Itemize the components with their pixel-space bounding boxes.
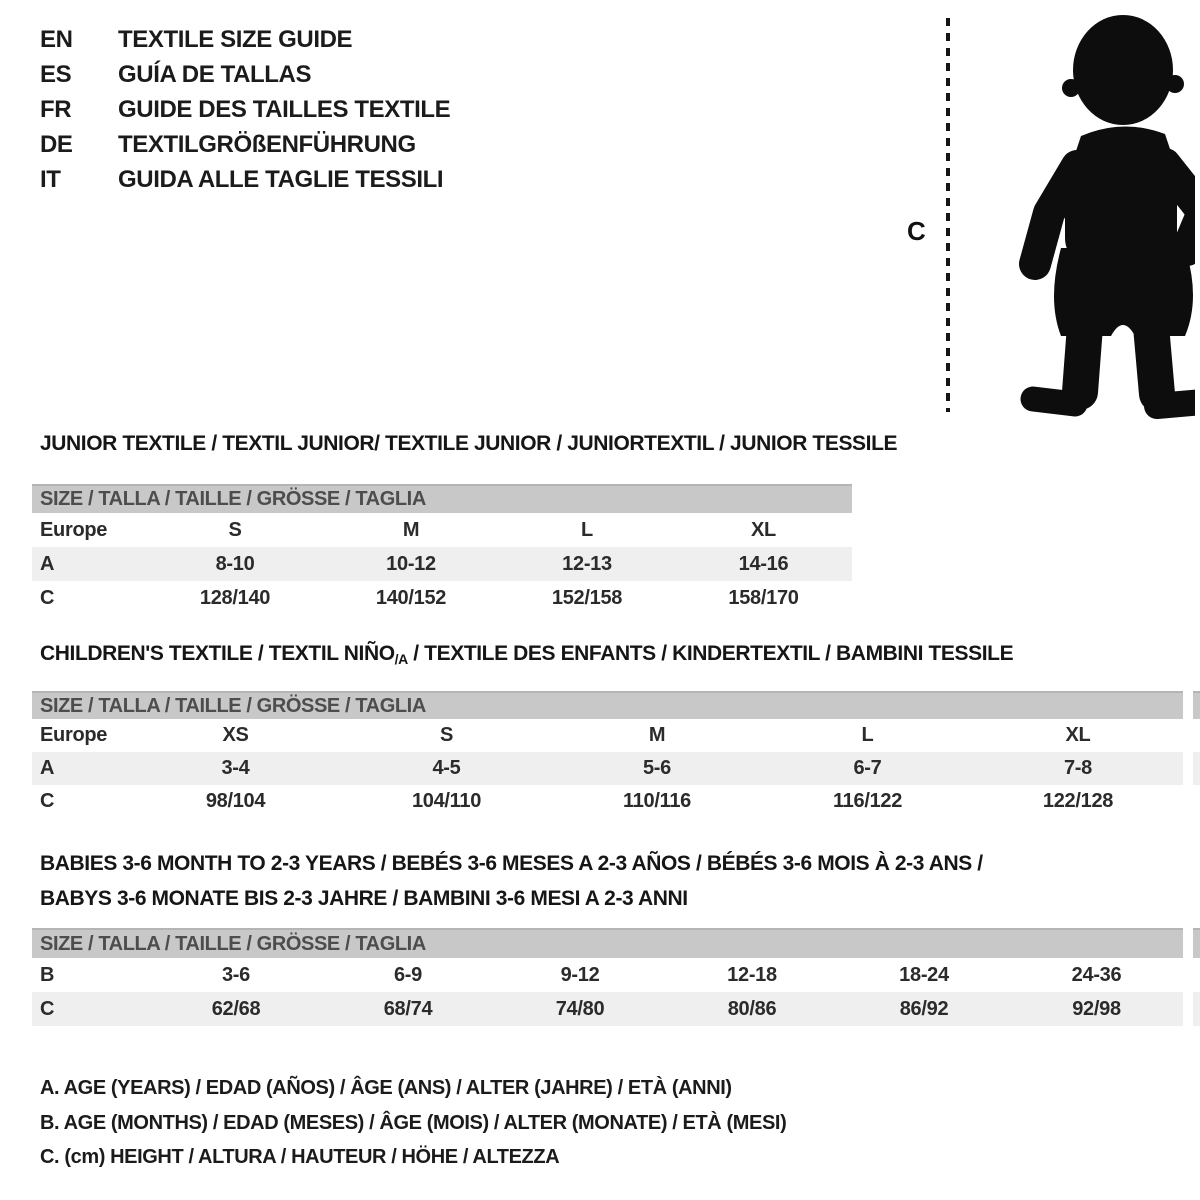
height-cell: 122/128 [1042, 790, 1114, 812]
height-measure-figure [895, 8, 1195, 420]
table-edge-sliver [1193, 992, 1200, 1026]
babies-title-line2: BABYS 3-6 MONATE BIS 2-3 JAHRE / BAMBINI 3-6 MESI A 2-3 ANNI [40, 887, 688, 910]
size-cell: XS [222, 724, 249, 746]
height-cell: 92/98 [1072, 997, 1121, 1020]
age-cell: 7-8 [1063, 757, 1092, 779]
babies-section-title [40, 846, 983, 916]
size-header-bar: SIZE / TALLA / TAILLE / GRÖSSE / TAGLIA [32, 928, 1183, 958]
age-cell: 10-12 [386, 552, 436, 575]
legend-line-c: C. (cm) HEIGHT / ALTURA / HAUTEUR / HÖHE / ALTEZZA [40, 1146, 560, 1168]
row-label: Europe [40, 724, 108, 746]
row-label: Europe [40, 518, 108, 541]
size-cell: M [648, 724, 666, 746]
language-code: EN [40, 25, 73, 53]
children-title-main: CHILDREN'S TEXTILE / TEXTIL NIÑO [40, 642, 395, 665]
size-cell: L [581, 518, 593, 541]
table-row-age [32, 752, 1183, 785]
height-cell: 74/80 [555, 997, 605, 1020]
toddler-silhouette-icon [1033, 15, 1195, 406]
measure-legend [40, 1071, 786, 1175]
language-code: IT [40, 165, 61, 193]
babies-title-line1: BABIES 3-6 MONTH TO 2-3 YEARS / BEBÉS 3-6 MESES A 2-3 AÑOS / BÉBÉS 3-6 MOIS À 2-3 ANS / [40, 852, 983, 875]
row-label: B [40, 963, 55, 986]
language-code: DE [40, 130, 73, 158]
table-edge-sliver [1193, 691, 1200, 719]
height-cell: 116/122 [832, 790, 903, 812]
children-section-title [40, 642, 1013, 667]
language-code: ES [40, 60, 72, 88]
size-header-bar: SIZE / TALLA / TAILLE / GRÖSSE / TAGLIA [32, 484, 852, 513]
table-row-age [32, 547, 852, 581]
months-cell: 3-6 [221, 963, 250, 986]
table-edge-sliver [1193, 752, 1200, 785]
age-cell: 6-7 [853, 757, 882, 779]
height-cell: 80/86 [727, 997, 777, 1020]
table-row-months [32, 958, 1183, 992]
language-title: GUÍA DE TALLAS [118, 60, 312, 88]
junior-size-table [32, 484, 852, 615]
months-cell: 9-12 [560, 963, 600, 986]
language-title: GUIDA ALLE TAGLIE TESSILI [118, 165, 444, 193]
language-title-list [40, 22, 450, 197]
age-cell: 8-10 [215, 552, 255, 575]
height-cell: 110/116 [623, 790, 691, 812]
size-cell: S [228, 518, 242, 541]
months-cell: 24-36 [1071, 963, 1122, 986]
row-label: C [40, 997, 55, 1020]
size-cell: XL [751, 518, 776, 541]
babies-size-table [32, 928, 1183, 1026]
months-cell: 6-9 [393, 963, 422, 986]
age-cell: 12-13 [562, 552, 612, 575]
height-cell: 140/152 [375, 586, 447, 609]
size-header-bar: SIZE / TALLA / TAILLE / GRÖSSE / TAGLIA [32, 691, 1183, 719]
height-cell: 128/140 [199, 586, 271, 609]
height-cell: 152/158 [551, 586, 623, 609]
age-cell: 4-5 [432, 757, 461, 779]
height-cell: 62/68 [211, 997, 261, 1020]
junior-section-title: JUNIOR TEXTILE / TEXTIL JUNIOR/ TEXTILE JUNIOR / JUNIORTEXTIL / JUNIOR TESSILE [40, 432, 898, 455]
row-label: A [40, 552, 55, 575]
language-row-fr [40, 92, 450, 127]
language-title: TEXTILGRÖßENFÜHRUNG [118, 130, 416, 158]
table-edge-sliver [1193, 928, 1200, 958]
height-cell: 86/92 [899, 997, 949, 1020]
height-cell: 98/104 [205, 790, 266, 812]
size-cell: L [861, 724, 874, 746]
language-row-de [40, 127, 450, 162]
children-title-rest: / TEXTILE DES ENFANTS / KINDERTEXTIL / BAMBINI TESSILE [407, 642, 1014, 665]
size-cell: M [402, 518, 420, 541]
age-cell: 14-16 [738, 552, 789, 575]
months-cell: 12-18 [727, 963, 777, 986]
row-label: A [40, 757, 55, 779]
months-cell: 18-24 [899, 963, 949, 986]
language-title: GUIDE DES TAILLES TEXTILE [118, 95, 451, 123]
legend-line-b: B. AGE (MONTHS) / EDAD (MESES) / ÂGE (MOIS) / ALTER (MONATE) / ETÀ (MESI) [40, 1111, 787, 1134]
children-title-subscript: /A [394, 651, 408, 667]
table-row-europe [32, 513, 852, 547]
age-cell: 3-4 [221, 757, 250, 779]
language-code: FR [40, 95, 72, 123]
age-cell: 5-6 [642, 757, 671, 779]
language-row-it [40, 162, 450, 197]
children-size-table [32, 691, 1183, 818]
language-row-es [40, 57, 450, 92]
table-row-height [32, 785, 1183, 818]
table-row-height [32, 581, 852, 615]
row-label: C [40, 586, 55, 609]
row-label: C [40, 790, 55, 812]
height-cell: 158/170 [728, 586, 799, 609]
height-cell: 68/74 [383, 997, 433, 1020]
language-row-en [40, 22, 450, 57]
table-row-europe [32, 719, 1183, 752]
language-title: TEXTILE SIZE GUIDE [118, 25, 353, 53]
height-measure-label: C [907, 216, 926, 246]
table-row-height [32, 992, 1183, 1026]
size-cell: S [439, 724, 454, 746]
size-cell: XL [1065, 724, 1091, 746]
height-cell: 104/110 [411, 790, 482, 812]
legend-line-a: A. AGE (YEARS) / EDAD (AÑOS) / ÂGE (ANS) / ALTER (JAHRE) / ETÀ (ANNI) [40, 1077, 732, 1099]
